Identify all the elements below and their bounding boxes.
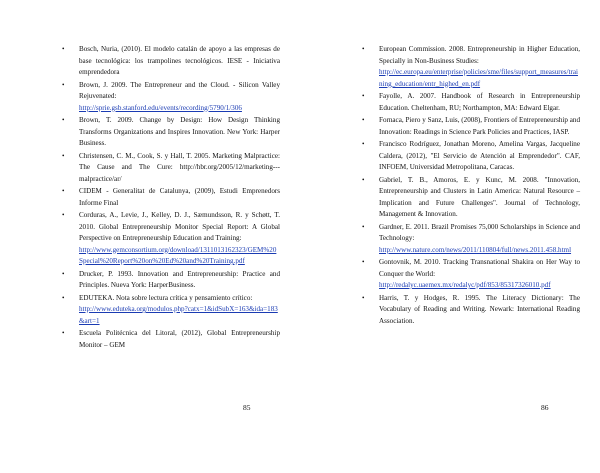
reference-item: • Fayolle, A. 2007. Handbook of Research in Entrepreneurship Education. Cheltenham, RU; Northampton, MA: Edward Elgar.	[362, 91, 580, 114]
reference-item: • Brown, J. 2009. The Entrepreneur and the Cloud. - Silicon Valley Rejuvenated: http://sprie.gsb.stanford.edu/events/recording/5790/1/306	[62, 80, 280, 115]
reference-link[interactable]: http://www.eduteka.org/modulos.php?catx=1&idSubX=163&ida=183&art=1	[79, 305, 278, 325]
reference-item: • Drucker, P. 1993. Innovation and Entrepreneurship: Practice and Principles. Nueva York: HarperBusiness.	[62, 269, 280, 292]
reference-list	[62, 44, 280, 351]
reference-item: • EDUTEKA. Nota sobre lectura crítica y pensamiento crítico: http://www.eduteka.org/modulos.php?catx=1&idSubX=163&ida=183&art=1	[62, 293, 280, 328]
reference-link[interactable]: http://ec.europa.eu/enterprise/policies/sme/files/support_measures/training_education/entr_highed_en.pdf	[379, 68, 578, 88]
reference-item: • Corduras, A., Levie, J., Kelley, D. J., Sæmundsson, R. y Schøtt, T. 2010. Global Entrepreneurship Monitor Special Report: A Global Perspective on Entrepreneurship Education and Training: http://www.gemconsortium.org/download/1311013162323/GEM%20Special%20Report%20on%20Ed%20and%20Training.pdf	[62, 210, 280, 268]
reference-item: • European Commission. 2008. Entrepreneurship in Higher Education, Specially in Non-Business Studies: http://ec.europa.eu/enterprise/policies/sme/files/support_measures/training_education/entr_highed_en.pdf	[362, 44, 580, 90]
reference-item: • Christensen, C. M., Cook, S. y Hall, T. 2005. Marketing Malpractice: The Cause and The Cure: http://hbr.org/2005/12/marketing---malpractice/ar/	[62, 151, 280, 186]
reference-item: • Escuela Politécnica del Litoral, (2012), Global Entrepreneurship Monitor – GEM	[62, 328, 280, 351]
page-number: 85	[243, 403, 251, 412]
reference-link[interactable]: http://www.nature.com/news/2011/110804/full/news.2011.458.html	[379, 245, 572, 254]
reference-link[interactable]: http://sprie.gsb.stanford.edu/events/recording/5790/1/306	[79, 103, 242, 112]
reference-item: • Harris, T. y Hodges, R. 1995. The Literacy Dictionary: The Vocabulary of Reading and Writing. Newark: International Reading Association.	[362, 293, 580, 328]
reference-link[interactable]: http://www.gemconsortium.org/download/1311013162323/GEM%20Special%20Report%20on%20Ed%20and%20Training.pdf	[79, 245, 277, 265]
right-page-references	[362, 44, 580, 328]
reference-item: • Gontovnik, M. 2010. Tracking Transnational Shakira on Her Way to Conquer the World: http://redalyc.uaemex.mx/redalyc/pdf/853/85317326010.pdf	[362, 257, 580, 292]
reference-item: • CIDEM - Generalitat de Catalunya, (2009), Estudi Emprenedors Informe Final	[62, 186, 280, 209]
page-number: 86	[541, 403, 549, 412]
left-page-references	[62, 44, 280, 352]
reference-item: • Brown, T. 2009. Change by Design: How Design Thinking Transforms Organizations and Inspires Innovation. New York: Harper Business.	[62, 115, 280, 150]
reference-list	[362, 44, 580, 327]
reference-item: • Bosch, Nuria, (2010). El modelo catalán de apoyo a las empresas de base tecnológica: los trampolines tecnológicos. IESE - Iniciativa emprendedora	[62, 44, 280, 79]
reference-item: • Gardner, E. 2011. Brazil Promises 75,000 Scholarships in Science and Technology: http://www.nature.com/news/2011/110804/full/news.2011.458.html	[362, 222, 580, 257]
reference-item: • Francisco Rodríguez, Jonathan Moreno, Amelina Vargas, Jacqueline Caldera, (2012), "El Servicio de Atención al Emprendedor". CAF, INFOEM, Universidad Metropolitana, Caracas.	[362, 139, 580, 174]
reference-link[interactable]: http://redalyc.uaemex.mx/redalyc/pdf/853/85317326010.pdf	[379, 281, 551, 289]
reference-item: • Gabriel, T. B., Amoros, E. y Kunc, M. 2008. "Innovation, Entrepreneurship and Clusters in Latin America: Natural Resource – Implication and Future Challenges". Journal of Technology, Management & Innovation.	[362, 175, 580, 221]
reference-item: • Fornaca, Piero y Sanz, Luis, (2008), Frontiers of Entrepreneurship and Innovation: Readings in Science Park Policies and Practices, IASP.	[362, 115, 580, 138]
